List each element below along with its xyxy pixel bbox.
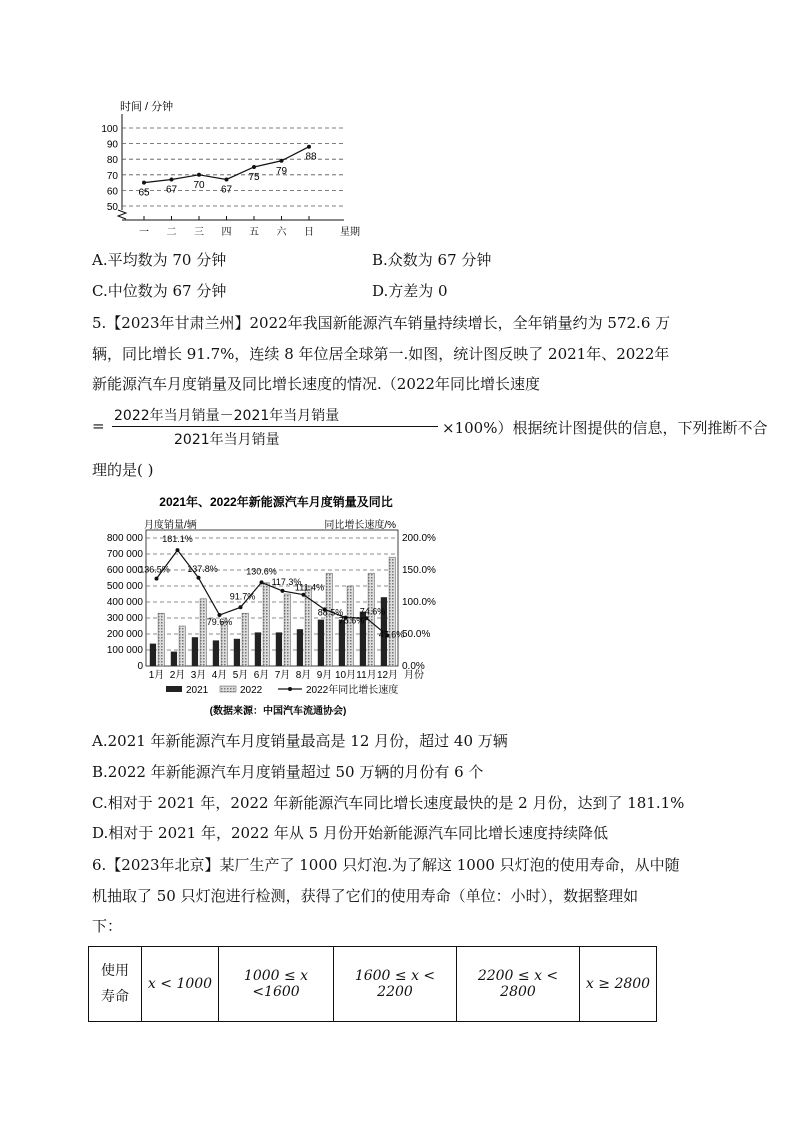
chart-title: 2021年、2022年新能源汽车月度销量及同比 [159,495,393,509]
table-cell: 1600 ≤ x < 2200 [334,947,457,1022]
y-tick-label: 70 [106,170,118,182]
x-tick-label: 7月 [274,670,291,681]
bar-2021 [339,620,345,666]
right-tick-label: 100.0% [402,597,436,608]
table-cell: 2200 ≤ x < 2800 [457,947,580,1022]
bar-2021 [276,632,282,666]
formula-tail: ×100%）根据统计图提供的信息，下列推断不合 [442,419,768,437]
x-tick-label: 9月 [316,670,333,681]
header-line2: 寿命 [101,989,129,1005]
y-axis-label: 时间 / 分钟 [120,101,174,113]
q4-option-b: B.众数为 67 分钟 [372,251,492,269]
bar-2021 [234,639,240,666]
data-point [280,159,284,163]
bar-2022 [347,586,353,666]
q6-stem-line3: 下： [92,917,123,935]
y-tick-label: 90 [106,139,118,151]
q5-stem-line1: 5.【2023年甘肃兰州】2022年我国新能源汽车销量持续增长，全年销量约为 572.6 万 [92,314,671,332]
legend-label-growth: 2022年同比增长速度 [306,685,399,696]
growth-label: 181.1% [162,534,193,545]
q5-option-a: A.2021 年新能源汽车月度销量最高是 12 月份，超过 40 万辆 [92,732,508,750]
q5-option-c: C.相对于 2021 年，2022 年新能源汽车同比增长速度最快的是 2 月份，达到了 181.1% [92,794,685,812]
q5-stem-line5: 理的是( ) [92,461,154,479]
formula-equals: = [92,417,105,435]
left-tick-label: 0 [137,661,143,672]
q5-option-b: B.2022 年新能源汽车月度销量超过 50 万辆的月份有 6 个 [92,763,484,781]
growth-point [197,576,201,580]
growth-label: 130.6% [246,566,277,577]
formula-denominator: 2021年当月销量 [174,432,280,448]
bar-2021 [192,637,198,666]
right-axis-label: 同比增长速度/% [324,520,396,531]
x-tick-label: 三 [194,227,204,238]
x-tick-label: 四 [221,227,232,238]
data-point [252,165,256,169]
left-tick-label: 700 000 [106,549,143,560]
table-row [89,947,657,1022]
growth-label: 79.6% [206,617,233,628]
data-label: 88 [305,151,317,163]
q6-stem-line1: 6.【2023年北京】某厂生产了 1000 只灯泡.为了解这 1000 只灯泡的使用寿命，从中随 [92,856,680,874]
data-point [307,145,311,149]
table-cell: x < 1000 [142,947,219,1022]
x-axis-label: 月份 [404,670,424,681]
q5-option-d: D.相对于 2021 年，2022 年从 5 月份开始新能源汽车同比增长速度持续降低 [92,824,608,842]
x-tick-label: 五 [249,227,259,238]
q4-option-d: D.方差为 0 [372,282,448,300]
q4-option-a: A.平均数为 70 分钟 [92,251,227,269]
left-tick-label: 100 000 [106,645,143,656]
growth-label: 91.7% [229,591,256,602]
table-cell: x ≥ 2800 [580,947,657,1022]
bar-2021 [255,632,261,666]
bar-2022 [389,557,395,666]
axis-break-mark [118,210,126,219]
growth-label: 117.3% [271,576,302,587]
x-tick-label: 11月 [356,670,377,681]
q6-stem-line2: 机抽取了 50 只灯泡进行检测，获得了它们的使用寿命（单位：小时），数据整理如 [92,887,639,905]
growth-point [365,616,369,620]
bar-2021 [213,640,219,666]
data-source: (数据来源：中国汽车流通协会) [209,706,347,717]
x-tick-label: 2月 [169,670,186,681]
header-line1: 使用 [101,963,129,979]
growth-point [302,593,306,597]
legend-label-2022: 2022 [240,685,263,696]
lifespan-table [88,946,657,1022]
data-point [142,181,146,185]
growth-label: 136.5% [139,564,170,575]
growth-point [239,605,243,609]
x-tick-label: 日 [304,227,314,238]
right-tick-label: 0.0% [402,661,425,672]
x-tick-label: 12月 [376,670,399,681]
x-tick-label: 8月 [295,670,312,681]
q4-option-c: C.中位数为 67 分钟 [92,282,227,300]
data-point [197,173,201,177]
q5-stem-line2: 辆，同比增长 91.7%，连续 8 年位居全球第一.如图，统计图反映了 2021年、2022年 [92,345,670,363]
bar-2021 [150,644,156,666]
data-point [225,177,229,181]
legend-label-2021: 2021 [186,685,209,696]
y-tick-label: 50 [106,202,118,213]
y-tick-label: 80 [106,155,118,167]
data-line [144,147,309,183]
bar-2022 [179,626,185,666]
x-tick-label: 6月 [253,670,270,681]
table-cell: 1000 ≤ x <1600 [219,947,334,1022]
bar-2022 [221,621,227,666]
growth-point [260,580,264,584]
bar-2022 [200,599,206,666]
data-label: 79 [275,165,288,177]
growth-formula [92,405,768,449]
right-tick-label: 200.0% [402,533,436,544]
growth-label: 75.6% [338,615,365,626]
daily-time-line-chart [92,96,362,246]
growth-label: 137.8% [187,563,218,574]
data-label: 75 [248,172,260,183]
data-label: 65 [138,187,150,199]
legend-swatch-2022 [220,686,236,692]
x-tick-label: 4月 [211,670,228,681]
growth-point [281,589,285,593]
bar-2021 [171,652,177,666]
q5-stem-line3: 新能源汽车月度销量及同比增长速度的情况.（2022年同比增长速度 [92,375,540,393]
x-tick-label: 3月 [190,670,207,681]
legend-swatch-2021 [166,686,182,692]
x-axis-label: 星期 [340,227,360,238]
legend-point [288,687,292,691]
bar-2022 [263,583,269,666]
ev-sales-combo-chart [92,490,462,722]
bar-2021 [297,629,303,666]
y-tick-label: 60 [106,186,118,198]
bar-2022 [284,594,290,666]
growth-label: 111.4% [294,582,325,593]
bar-2022 [242,613,248,666]
growth-label: 47.6% [378,629,405,640]
data-point [170,177,174,181]
left-tick-label: 800 000 [106,533,143,544]
data-label: 67 [220,184,233,196]
x-tick-label: 10月 [334,670,357,681]
bar-2021 [318,620,324,666]
fraction-bar [112,426,438,427]
left-axis-label: 月度销量/辆 [144,520,197,531]
left-tick-label: 600 000 [106,565,143,576]
growth-label: 88.5% [317,607,344,618]
x-tick-label: 1月 [148,670,165,681]
x-tick-label: 5月 [232,670,249,681]
left-tick-label: 400 000 [106,597,143,608]
y-tick-label: 100 [101,124,118,135]
bar-2022 [158,613,164,666]
table-header-cell [89,947,142,1022]
left-tick-label: 300 000 [106,613,143,624]
bar-2022 [326,573,332,666]
left-tick-label: 500 000 [106,581,143,592]
growth-point [176,548,180,552]
data-label: 67 [165,184,178,196]
right-tick-label: 50.0% [402,629,431,640]
data-label: 70 [193,179,205,191]
growth-label: 74.6% [359,606,386,617]
x-tick-label: 六 [276,227,287,238]
left-tick-label: 200 000 [106,629,143,640]
formula-numerator: 2022年当月销量－2021年当月销量 [114,408,340,424]
right-tick-label: 150.0% [402,565,436,576]
x-tick-label: 一 [139,227,149,238]
x-tick-label: 二 [166,227,177,238]
growth-point [155,577,159,581]
